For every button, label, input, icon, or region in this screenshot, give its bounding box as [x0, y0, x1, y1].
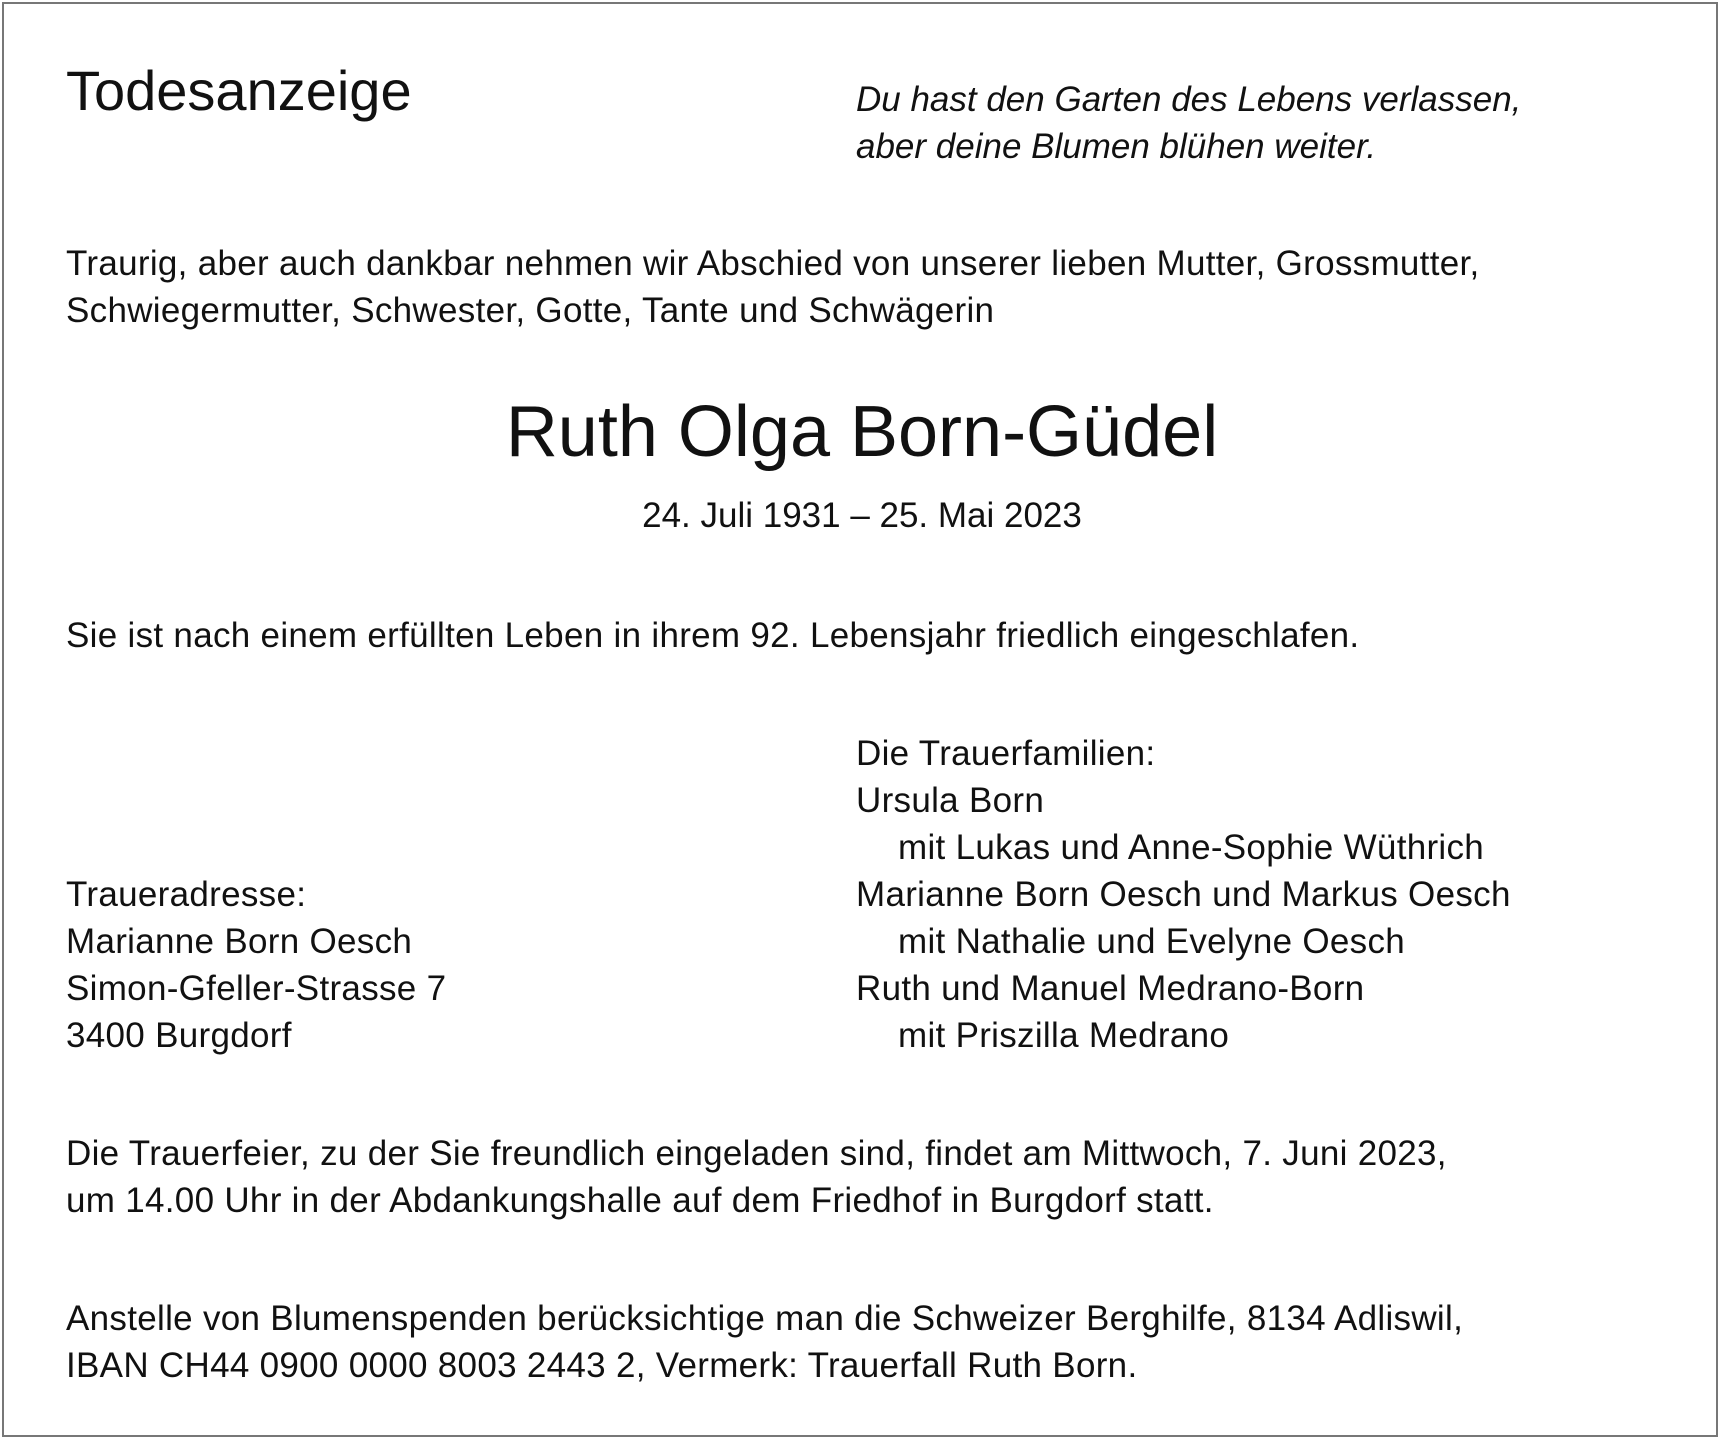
mourning-address [66, 871, 446, 1059]
deceased-name: Ruth Olga Born-Güdel [505, 392, 1219, 472]
donation-info [66, 1295, 1463, 1389]
donation-line: Anstelle von Blumenspenden berücksichtige man die Schweizer Berghilfe, 8134 Adliswil, [66, 1299, 1464, 1338]
address-line: Simon-Gfeller-Strasse 7 [66, 969, 447, 1008]
motto-quote [856, 76, 1521, 170]
ceremony-line: um 14.00 Uhr in der Abdankungshalle auf dem Friedhof in Burgdorf statt. [66, 1181, 1214, 1220]
motto-line: aber deine Blumen blühen weiter. [856, 127, 1377, 166]
intro-text [66, 240, 1480, 334]
family-entry: mit Nathalie und Evelyne Oesch [898, 922, 1406, 961]
family-entry: mit Lukas und Anne-Sophie Wüthrich [898, 828, 1485, 867]
address-line: Marianne Born Oesch [66, 922, 413, 961]
family-entry: Ursula Born [856, 781, 1045, 820]
motto-line: Du hast den Garten des Lebens verlassen, [856, 80, 1522, 119]
address-title: Traueradresse: [66, 875, 307, 914]
intro-line: Schwiegermutter, Schwester, Gotte, Tante und Schwägerin [66, 291, 995, 330]
notice-heading: Todesanzeige [66, 59, 412, 122]
donation-line: IBAN CH44 0900 0000 8003 2443 2, Vermerk: Trauerfall Ruth Born. [66, 1346, 1138, 1385]
address-line: 3400 Burgdorf [66, 1016, 292, 1055]
families-title: Die Trauerfamilien: [856, 734, 1156, 773]
ceremony-info [66, 1130, 1447, 1224]
life-dates: 24. Juli 1931 – 25. Mai 2023 [642, 496, 1082, 535]
family-entry: Ruth und Manuel Medrano-Born [856, 969, 1365, 1008]
family-entry: Marianne Born Oesch und Markus Oesch [856, 875, 1511, 914]
mourning-families [856, 730, 1511, 1059]
ceremony-line: Die Trauerfeier, zu der Sie freundlich eingeladen sind, findet am Mittwoch, 7. Juni 2023, [66, 1134, 1447, 1173]
passing-statement: Sie ist nach einem erfüllten Leben in ihrem 92. Lebensjahr friedlich eingeschlafen. [66, 616, 1360, 655]
intro-line: Traurig, aber auch dankbar nehmen wir Abschied von unserer lieben Mutter, Grossmutter, [66, 244, 1480, 283]
family-entry: mit Priszilla Medrano [898, 1016, 1230, 1055]
